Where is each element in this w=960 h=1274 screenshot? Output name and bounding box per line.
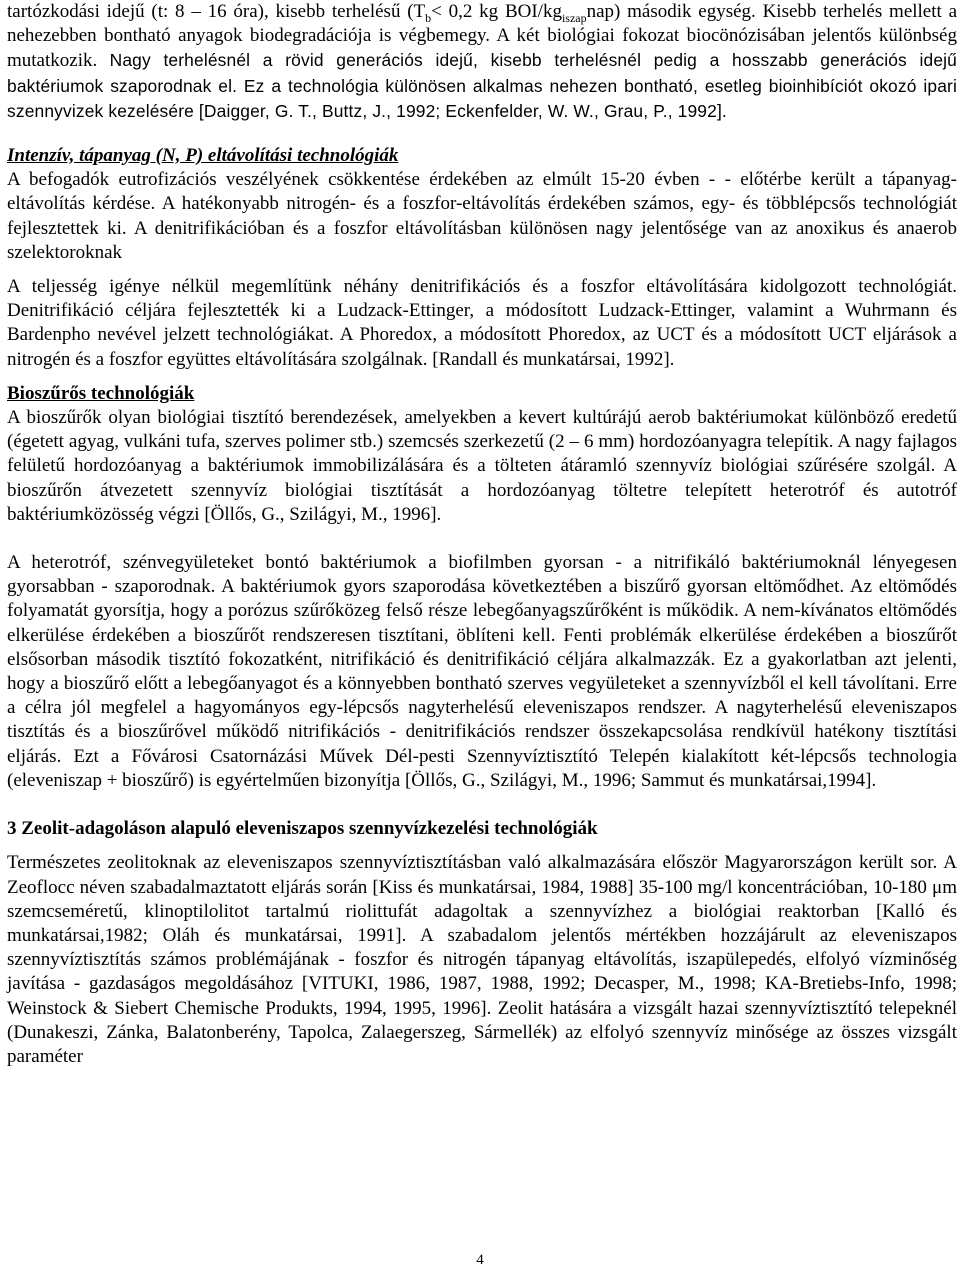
subscript-iszap: iszap <box>561 10 587 25</box>
zeolite-paragraph-1: Természetes zeolitoknak az eleveniszapos szennyvíztisztításban való alkalmazására először Magyarországon került sor. A Zeoflocc néven szabadalmaztatott eljárás során [Kiss és munkatársai, 1984, 1988] 35-100 mg/l koncentrációban, 10-180 μm szemcseméretű, klinoptilolitot tartalmú riolittufát adagoltak a szennyvízhez a biológiai reaktorban [Kalló és munkatársai,1982; Oláh és munkatársai, 1991]. A szabadalom jelentős mértékben hozzájárult az eleveniszapos szennyvíztisztítás számos problémájának - foszfor és nitrogén tápanyag eltávolítás, iszapülepedés, elfolyó vízminőség javítása - gazdaságos megoldásához [VITUKI, 1986, 1987, 1988, 1992; Decasper, M., 1998; KA-Bretiebs-Info, 1998; Weinstock & Siebert Chemische Produkts, 1994, 1995, 1996]. Zeolit hatására a vizsgált hazai szennyvíztisztító telepeknél (Dunakeszi, Zánka, Balatonberény, Tapolca, Zalaegerszeg, Sármellék) az elfolyó szennyvíz minősége az összes vizsgált paraméter <box>7 852 957 1067</box>
section-zeolite <box>7 817 957 1069</box>
section-intensive <box>7 144 957 372</box>
section-biofilter <box>7 382 957 793</box>
section-heading-biofilter: Bioszűrős technológiák <box>7 382 195 404</box>
subscript-b: b <box>425 10 432 25</box>
document-page <box>7 0 957 1069</box>
page-number: 4 <box>476 1252 484 1268</box>
intro-paragraph <box>7 0 957 124</box>
biofilter-paragraph-2: A heterotróf, szénvegyületeket bontó baktériumok a biofilmben gyorsan - a nitrifikáló baktériumoknál lényegesen gyorsabban - szaporodnak. A baktériumok gyors szaporodása következtében a biszűrő gyorsan eltömődhet. Az eltömődés folyamatát gyorsítja, hogy a porózus szűrőközeg felső része lebegőanyagszűrőként is működik. A nem-kívánatos eltömődés elkerülése érdekében a bioszűrőt rendszeresen tisztítani, öblíteni kell. Fenti problémák elkerülése érdekében a bioszűrőt elsősorban második tisztító fokozatként, nitrifikáció és denitrifikáció céljára alkalmazzák. Ez a gyakorlatban azt jelenti, hogy a bioszűrő előtt a lebegőanyagot és a könnyebben bontható szerves vegyületeket a szennyvízből el kell távolítani. Erre a célra jól megfelel a hagyományos egy-lépcsős nagyterhelésű eleveniszapos rendszer. A nagyterhelésű eleveniszapos tisztítás és a bioszűrővel működő nitrifikációs - denitrifikációs rendszer összekapcsolása rendkívül hatékony tisztítási eljárás. Ezt a Fővárosi Csatornázási Művek Dél-pesti Szennyvíztisztító Telepén kialakított két-lépcsős technologia (eleveniszap + bioszűrő) is egyértelműen bizonyítja [Öllős, G., Szilágyi, M., 1996; Sammut és munkatársai,1994]. <box>7 552 957 791</box>
intro-sans-text: Nagy terhelésnél a rövid generációs idejű, kisebb terhelésnél pedig a hosszabb generációs idejű baktériumok szaporodnak el. Ez a technológia különösen alkalmas nehezen bontható, esetleg bioinhibíciót okozó ipari szennyvizek kezelésére [Daigger, G. T., Buttz, J., 1992; Eckenfelder, W. W., Grau, P., 1992]. <box>7 50 957 121</box>
intensive-paragraph-1: A befogadók eutrofizációs veszélyének csökkentése érdekében az elmúlt 15-20 évben - - előtérbe került a tápanyag-eltávolítás kérdése. A hatékonyabb nitrogén- és a foszfor-eltávolítás érdekében számos, egy- és többlépcsős technológiát fejlesztettek ki. A denitrifikációban és a foszfor eltávolításban különösen nagy jelentősége van az anoxikus és anaerob szelektoroknak <box>7 169 957 263</box>
biofilter-paragraph-1: A bioszűrők olyan biológiai tisztító berendezések, amelyekben a kevert kultúrájú aerob baktériumokat különböző eredetű (égetett agyag, vulkáni tufa, szerves polimer stb.) szemcsés szerkezetű (2 – 6 mm) hordozóanyagra telepítik. A nagy fajlagos felületű hordozóanyag a baktériumok immobilizálására és a tölteten átáramló szennyvíz biológiai szűrésére szolgál. A bioszűrőn átvezetett szennyvíz biológiai tisztítását a hordozóanyag töltetre telepített heterotróf és autotróf baktériumközösség végzi [Öllős, G., Szilágyi, M., 1996]. <box>7 407 957 525</box>
section-heading-intensive: Intenzív, tápanyag (N, P) eltávolítási technológiák <box>7 145 399 167</box>
intro-text-end: nap) második egység. Kisebb terhelés mellett a nehezebben bontható anyagok biodegradációja is végbemegy. A két biológiai fokozat biocönózisában jelentős különbség mutatkozik. <box>7 1 958 72</box>
intro-text-mid: < 0,2 kg BOI/kg <box>431 1 562 22</box>
intro-text-start: tartózkodási idejű (t: 8 – 16 óra), kisebb terhelésű (T <box>7 1 426 22</box>
section-heading-zeolite: 3 Zeolit-adagoláson alapuló eleveniszapos szennyvízkezelési technológiák <box>7 818 598 840</box>
intensive-paragraph-2: A teljesség igénye nélkül megemlítünk néhány denitrifikációs és a foszfor eltávolítására kidolgozott technológiát. Denitrifikáció céljára fejlesztették ki a Ludzack-Ettinger, a módosított Ludzack-Ettinger, valamint a Wuhrmann és Bardenpho nevével jelzett technológiákat. A Phoredox, a módosított Phoredox, az UCT és a módosított UCT eljárások a nitrogén és a foszfor együttes eltávolítására szolgálnak. [Randall és munkatársai, 1992]. <box>7 276 957 370</box>
